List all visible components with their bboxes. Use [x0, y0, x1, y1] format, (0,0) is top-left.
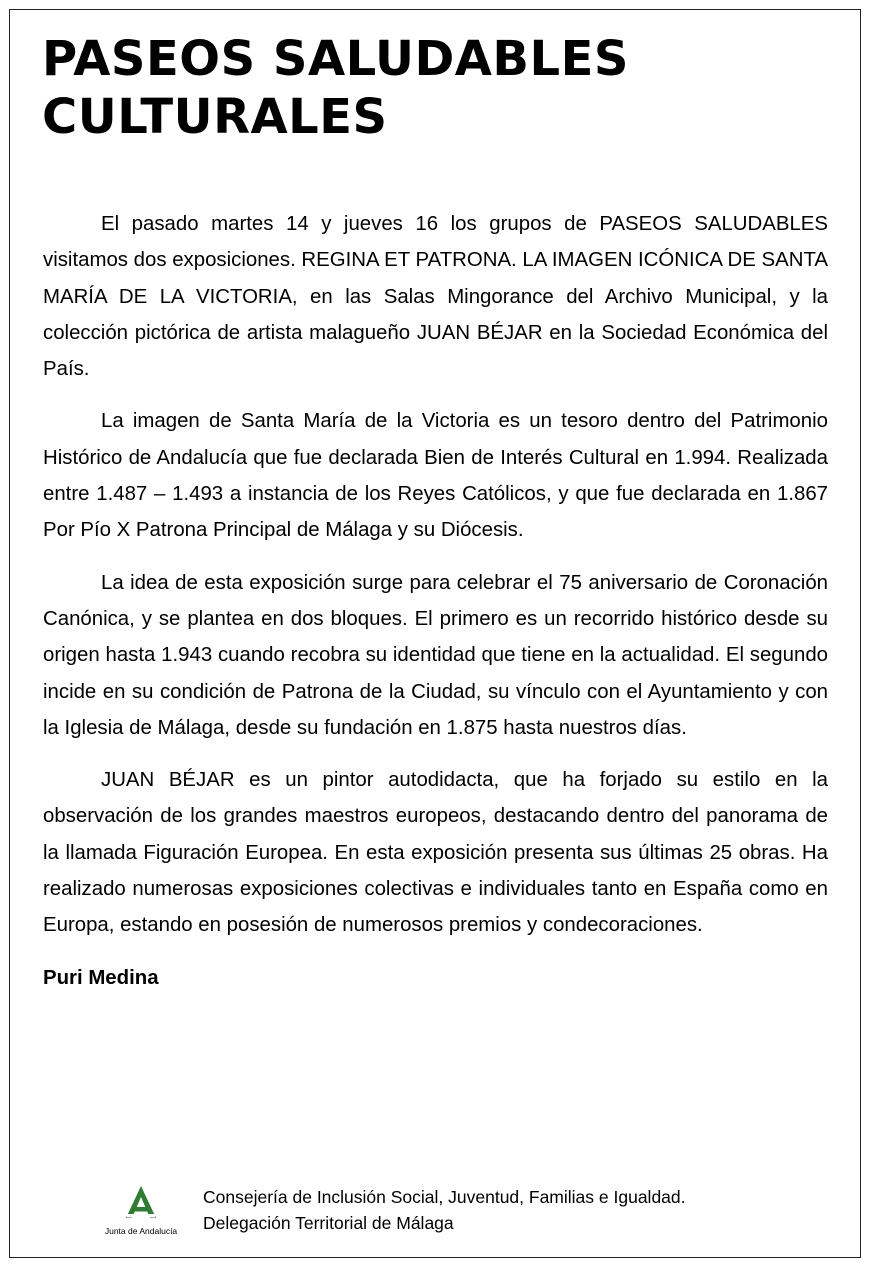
page-title: [42, 30, 742, 146]
junta-de-andalucia-logo: [96, 1184, 186, 1240]
page-title-line-2: CULTURALES: [42, 89, 388, 145]
footer-department: [203, 1184, 686, 1236]
footer-line-2: Delegación Territorial de Málaga: [203, 1213, 454, 1233]
paragraph-2: La imagen de Santa María de la Victoria es un tesoro dentro del Patrimonio Histórico de Andalucía que fue declarada Bien de Interés Cultural en 1.994. Realizada entre 1.487 – 1.493 a instancia de los Reyes Católicos, y que fue declarada en 1.867 Por Pío X Patrona Principal de Málaga y su Diócesis.: [43, 410, 828, 542]
junta-de-andalucia-logo-icon: [120, 1184, 162, 1224]
author-signature: Puri Medina: [43, 966, 159, 989]
article-body: [43, 206, 828, 996]
footer-line-1: Consejería de Inclusión Social, Juventud, Familias e Igualdad.: [203, 1187, 686, 1207]
paragraph-1: El pasado martes 14 y jueves 16 los grupos de PASEOS SALUDABLES visitamos dos exposiciones. REGINA ET PATRONA. LA IMAGEN ICÓNICA DE SANTA MARÍA DE LA VICTORIA, en las Salas Mingorance del Archivo Municipal, y la colección pictórica de artista malagueño JUAN BÉJAR en la Sociedad Económica del País.: [43, 213, 828, 381]
logo-caption: Junta de Andalucía: [104, 1226, 178, 1236]
paragraph-3: La idea de esta exposición surge para celebrar el 75 aniversario de Coronación Canónica, y se plantea en dos bloques. El primero es un recorrido histórico desde su origen hasta 1.943 cuando recobra su identidad que tiene en la actualidad. El segundo incide en su condición de Patrona de la Ciudad, su vínculo con el Ayuntamiento y con la Iglesia de Málaga, desde su fundación en 1.875 hasta nuestros días.: [43, 571, 828, 739]
footer: [96, 1182, 816, 1244]
page-title-line-1: PASEOS SALUDABLES: [42, 31, 629, 87]
paragraph-4: JUAN BÉJAR es un pintor autodidacta, que ha forjado su estilo en la observación de los grandes maestros europeos, destacando dentro del panorama de la llamada Figuración Europea. En esta exposición presenta sus últimas 25 obras. Ha realizado numerosas exposiciones colectivas e individuales tanto en España como en Europa, estando en posesión de numerosos premios y condecoraciones.: [43, 769, 828, 937]
